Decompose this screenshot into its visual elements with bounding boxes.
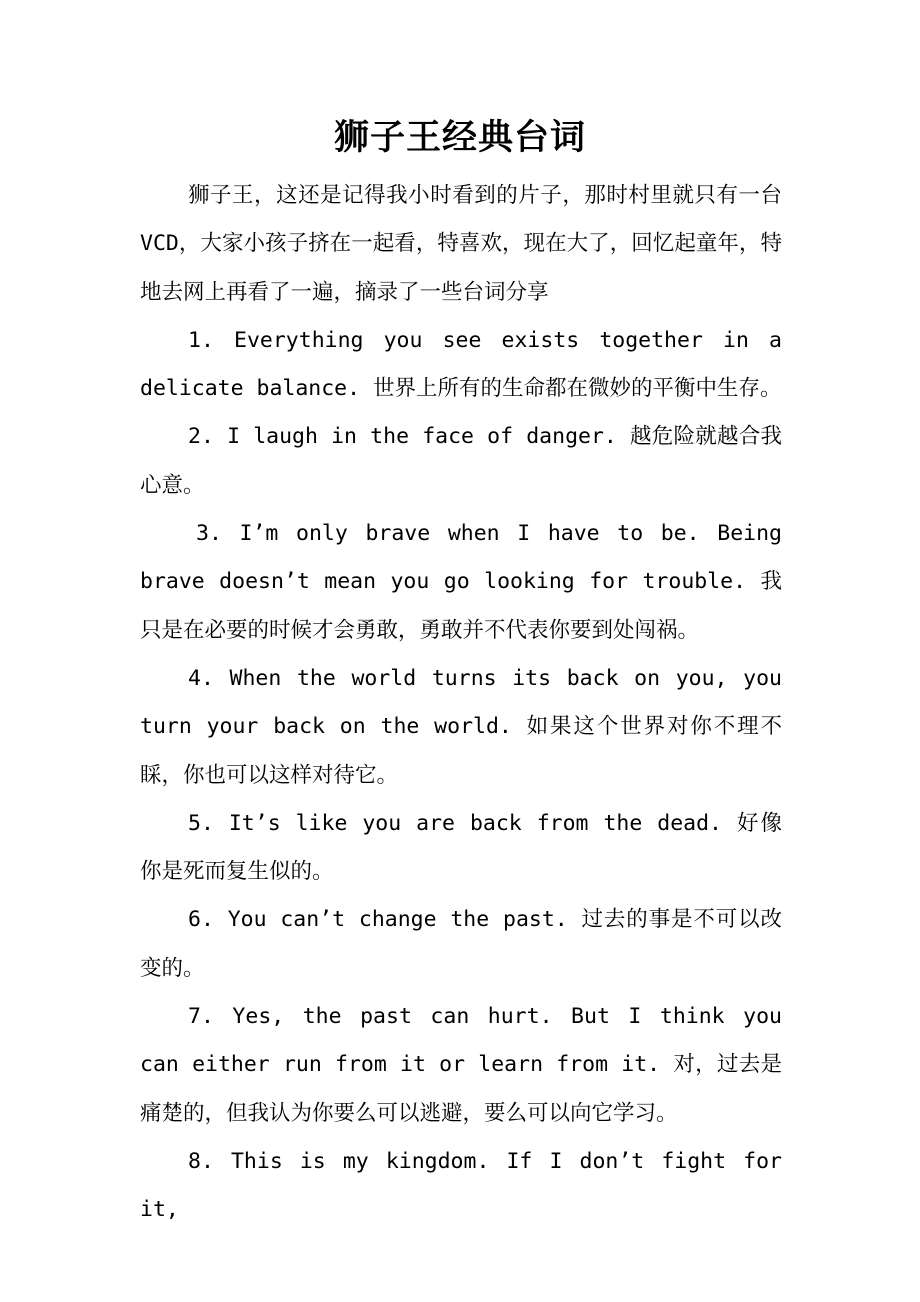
- quote-item-1: 1. Everything you see exists together in a delicate balance. 世界上所有的生命都在微妙的平衡中生存。: [140, 327, 782, 402]
- quote-item-8: 8. This is my kingdom. If I don’t fight for it,: [140, 1148, 782, 1223]
- quote-item-5: 5. It’s like you are back from the dead. 好像你是死而复生似的。: [140, 810, 782, 885]
- quote-item-6: 6. You can’t change the past. 过去的事是不可以改变的。: [140, 907, 782, 981]
- quote-item-4: 4. When the world turns its back on you, you turn your back on the world. 如果这个世界对你不理不睬，你也可以这样对待它。: [140, 665, 782, 788]
- quote-item-2: 2. I laugh in the face of danger. 越危险就越合我心意。: [140, 424, 782, 498]
- document-title: 狮子王经典台词: [333, 117, 586, 158]
- quote-item-3: 3. I’m only brave when I have to be. Being brave doesn’t mean you go looking for trouble. 我只是在必要的时候才会勇敢，勇敢并不代表你要到处闯祸。: [140, 521, 782, 643]
- quote-item-7: 7. Yes, the past can hurt. But I think you can either run from it or learn from it. 对，过去是痛楚的，但我认为你要么可以逃避，要么可以向它学习。: [140, 1004, 782, 1126]
- document-body: [140, 172, 782, 1235]
- intro-paragraph: 狮子王，这还是记得我小时看到的片子，那时村里就只有一台VCD，大家小孩子挤在一起看，特喜欢，现在大了，回忆起童年，特地去网上再看了一遍，摘录了一些台词分享: [140, 183, 782, 305]
